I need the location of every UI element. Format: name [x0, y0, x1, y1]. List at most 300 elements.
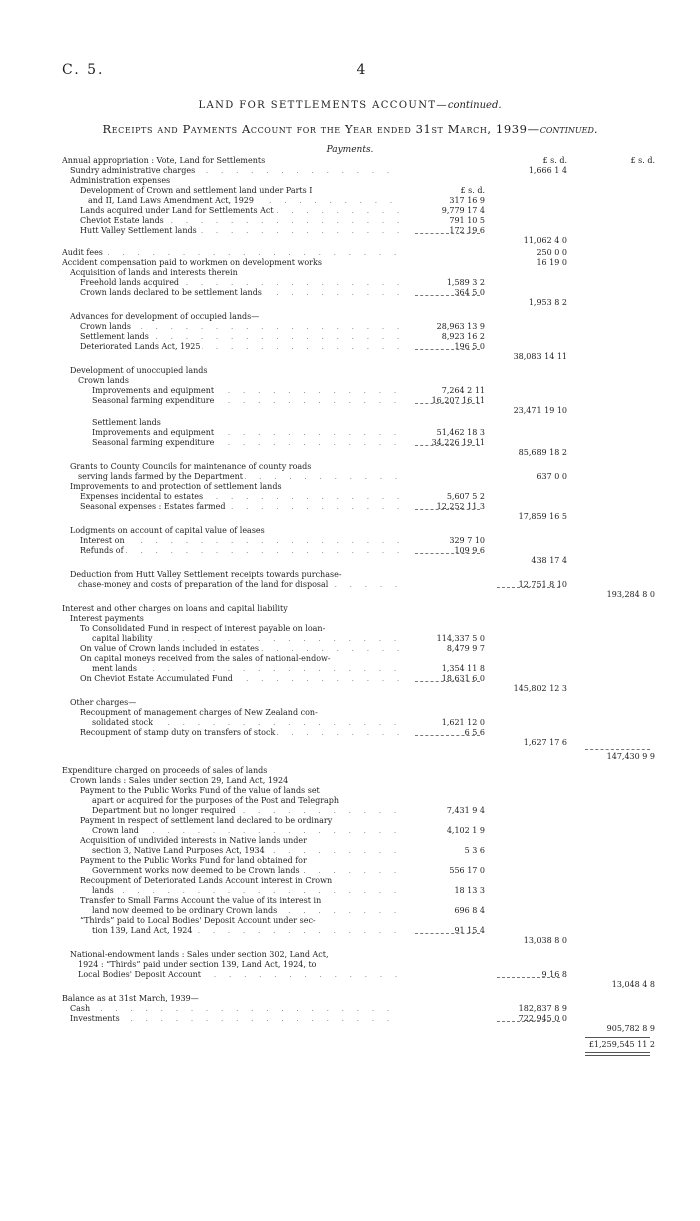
row-label-text: Expenses incidental to estates [80, 492, 204, 501]
table-row [0, 418, 700, 427]
amount-c2: 1,953 8 2 [528, 298, 567, 307]
subtotal-rule [497, 587, 560, 588]
amount-c3: 193,284 8 0 [606, 590, 655, 599]
table-row [0, 196, 700, 205]
table-row [0, 886, 700, 895]
table-row [0, 836, 700, 845]
row-label [80, 654, 400, 663]
page-number: 4 [356, 62, 366, 78]
table-row [0, 186, 700, 195]
amount-c1: 1,589 3 2 [446, 278, 485, 287]
row-label [80, 342, 400, 351]
amount-c3: £ s. d. [630, 156, 655, 165]
row-label [92, 386, 400, 395]
amount-c2: 17,859 16 5 [518, 512, 567, 521]
row-label [80, 644, 400, 653]
row-label [70, 776, 400, 785]
row-label [92, 796, 400, 805]
row-label [92, 846, 400, 855]
subtotal-rule [497, 1021, 560, 1022]
table-row [0, 406, 700, 415]
table-row [0, 366, 700, 375]
row-label-text: Development of Crown and settlement land under Parts I [80, 186, 313, 195]
row-label [70, 698, 400, 707]
table-row [0, 876, 700, 885]
row-label [92, 664, 400, 673]
row-label-text: Deduction from Hutt Valley Settlement receipts towards purchase- [70, 570, 342, 579]
table-row [0, 580, 700, 589]
row-label [70, 268, 400, 277]
row-label [70, 166, 400, 175]
row-label [92, 634, 400, 643]
row-label-text: “Thirds” paid to Local Bodies' Deposit Account under sec- [80, 916, 316, 925]
amount-c2: 637 0 0 [536, 472, 567, 481]
amount-c1: 5 3 6 [464, 846, 485, 855]
row-label-text: Settlement lands [92, 418, 161, 427]
amount-c2: £ s. d. [542, 156, 567, 165]
row-label [62, 258, 400, 267]
table-row [0, 796, 700, 805]
subtotal-rule [415, 509, 480, 510]
row-label-text: Seasonal farming expenditure [92, 438, 215, 447]
row-label [92, 906, 400, 915]
subtotal-rule [497, 977, 560, 978]
row-label [80, 876, 400, 885]
amount-c1: 317 16 9 [449, 196, 485, 205]
row-label-text: Other charges— [70, 698, 137, 707]
amount-c2: 16 19 0 [536, 258, 567, 267]
row-label-text: Accident compensation paid to workmen on development works [62, 258, 322, 267]
row-label [80, 856, 400, 865]
row-label-text: On value of Crown lands included in estates [80, 644, 259, 653]
amount-c1: 12,252 11 3 [436, 502, 485, 511]
row-label-text: Annual appropriation : Vote, Land for Settlements [62, 156, 266, 165]
table-row [0, 352, 700, 361]
table-row [0, 916, 700, 925]
subtotal-rule [415, 403, 480, 404]
row-label [70, 462, 400, 471]
row-label-text: On Cheviot Estate Accumulated Fund [80, 674, 233, 683]
document-code: C. 5. [62, 62, 105, 78]
table-row [0, 278, 700, 287]
amount-c2: 722,945 0 0 [518, 1014, 567, 1023]
amount-c1: 16,207 16 11 [431, 396, 485, 405]
row-label-text: Interest on [80, 536, 125, 545]
row-label [78, 580, 400, 589]
table-row [0, 684, 700, 693]
table-row [0, 438, 700, 447]
row-label [78, 472, 400, 481]
row-label-text: Deteriorated Lands Act, 1925 [80, 342, 201, 351]
table-row [0, 590, 700, 599]
row-label-text: serving lands farmed by the Department [78, 472, 243, 481]
row-label-text: Freehold lands acquired [80, 278, 180, 287]
row-label [92, 826, 400, 835]
row-label-text: Seasonal farming expenditure [92, 396, 215, 405]
amount-c3: 147,430 9 9 [606, 752, 655, 761]
amount-c1: 7,431 9 4 [446, 806, 485, 815]
row-label-text: section 3, Native Land Purposes Act, 1934 [92, 846, 265, 855]
row-label-text: Investments [70, 1014, 120, 1023]
table-row [0, 482, 700, 491]
table-row [0, 708, 700, 717]
subtotal-rule [415, 553, 480, 554]
table-row [0, 312, 700, 321]
amount-c2: 85,689 18 2 [518, 448, 567, 457]
row-label-text: Seasonal expenses : Estates farmed [80, 502, 226, 511]
amount-c1: 556 17 0 [449, 866, 485, 875]
table-row [0, 664, 700, 673]
row-label [62, 604, 400, 613]
row-label [70, 1004, 400, 1013]
amount-c1: 172 19 6 [449, 226, 485, 235]
row-label [70, 614, 400, 623]
table-row [0, 866, 700, 875]
amount-c1: 18,631 6 0 [441, 674, 485, 683]
table-row [0, 298, 700, 307]
table-row [0, 806, 700, 815]
table-row [0, 718, 700, 727]
table-row [0, 728, 700, 737]
amount-c2: 38,083 14 11 [513, 352, 567, 361]
amount-c2: 1,666 1 4 [528, 166, 567, 175]
row-label [70, 482, 400, 491]
table-row [0, 428, 700, 437]
table-row [0, 766, 700, 775]
amount-c2: 250 0 0 [536, 248, 567, 257]
subtotal-rule [415, 349, 480, 350]
row-label [62, 766, 400, 775]
amount-c2: 13,038 8 0 [523, 936, 567, 945]
amount-c1: 5,607 5 2 [446, 492, 485, 501]
row-label-text: Grants to County Councils for maintenance of county roads [70, 462, 312, 471]
row-label-text: Local Bodies' Deposit Account [78, 970, 202, 979]
row-label [80, 786, 400, 795]
amount-c2: 145,802 12 3 [513, 684, 567, 693]
row-label-text: and II, Land Laws Amendment Act, 1929 [88, 196, 254, 205]
row-label-text: Payment in respect of settlement land declared to be ordinary [80, 816, 333, 825]
row-label-text: Interest and other charges on loans and capital liability [62, 604, 288, 613]
table-row [0, 1014, 700, 1023]
table-row [0, 960, 700, 969]
row-label [92, 718, 400, 727]
row-label-text: Department but no longer required [92, 806, 236, 815]
row-label-text: Lands acquired under Land for Settlements Act [80, 206, 274, 215]
table-row [0, 654, 700, 663]
row-label-text: Payment to the Public Works Fund for land obtained for [80, 856, 307, 865]
table-row [0, 226, 700, 235]
table-row [0, 248, 700, 257]
row-label [92, 438, 400, 447]
row-label-text: ment lands [92, 664, 137, 673]
row-label [70, 366, 400, 375]
row-label [80, 492, 400, 501]
row-label [70, 570, 400, 579]
row-label-text: Expenditure charged on proceeds of sales of lands [62, 766, 268, 775]
row-label [80, 916, 400, 925]
row-label-text: apart or acquired for the purposes of the Post and Telegraph [92, 796, 340, 805]
row-label [80, 226, 400, 235]
row-label-text: solidated stock [92, 718, 154, 727]
row-label-text: To Consolidated Fund in respect of interest payable on loan- [80, 624, 326, 633]
table-row [0, 846, 700, 855]
amount-c1: 364 5 0 [454, 288, 485, 297]
table-row [0, 624, 700, 633]
row-label [92, 806, 400, 815]
table-row [0, 614, 700, 623]
amount-c1: 791 10 5 [449, 216, 485, 225]
amount-c1: 329 7 10 [449, 536, 485, 545]
table-row [0, 926, 700, 935]
row-label-text: Improvements and equipment [92, 428, 215, 437]
table-row [0, 1004, 700, 1013]
table-row [0, 556, 700, 565]
row-label-text: Hutt Valley Settlement lands [80, 226, 197, 235]
row-label-text: Transfer to Small Farms Account the value of its interest in [80, 896, 322, 905]
row-label-text: Sundry administrative charges [70, 166, 196, 175]
table-row [0, 634, 700, 643]
table-row [0, 816, 700, 825]
row-label-text: Crown lands declared to be settlement lands [80, 288, 262, 297]
amount-c1: 7,264 2 11 [441, 386, 485, 395]
table-row [0, 156, 700, 165]
amount-c1: 8,923 16 2 [441, 332, 485, 341]
row-label [80, 728, 400, 737]
row-label-text: Crown lands [80, 322, 132, 331]
row-label [62, 156, 400, 165]
amount-c1: 1,354 11 8 [441, 664, 485, 673]
row-label-text: land now deemed to be ordinary Crown lands [92, 906, 278, 915]
table-row [0, 216, 700, 225]
amount-c1: 109 9 6 [454, 546, 485, 555]
table-row [0, 698, 700, 707]
payments-heading: Payments. [326, 145, 374, 155]
row-label [80, 708, 400, 717]
table-row [0, 570, 700, 579]
table-row [0, 376, 700, 385]
amount-c1: 6 5 6 [464, 728, 485, 737]
row-label-text: Interest payments [70, 614, 144, 623]
row-label [80, 896, 400, 905]
account-title-cont: continued. [447, 100, 502, 111]
row-label-text: Crown lands [78, 376, 130, 385]
table-row [0, 536, 700, 545]
row-label-text: Balance as at 31st March, 1939— [62, 994, 199, 1003]
table-row [0, 994, 700, 1003]
table-row [0, 258, 700, 267]
subtotal-rule [415, 233, 480, 234]
row-label [62, 248, 400, 257]
amount-c1: 196 5 0 [454, 342, 485, 351]
table-row [0, 268, 700, 277]
row-label-text: tion 139, Land Act, 1924 [92, 926, 193, 935]
row-label [88, 196, 400, 205]
row-label-text: Audit fees [62, 248, 103, 257]
table-row [0, 776, 700, 785]
table-row [0, 166, 700, 175]
row-label-text: Advances for development of occupied lands— [70, 312, 260, 321]
row-label-text: Recoupment of management charges of New Zealand con- [80, 708, 318, 717]
table-row [0, 236, 700, 245]
row-label [92, 428, 400, 437]
table-row [0, 752, 700, 761]
row-label-text: Improvements and equipment [92, 386, 215, 395]
row-label [80, 536, 400, 545]
row-label [80, 546, 400, 555]
row-label [92, 396, 400, 405]
row-label [80, 332, 400, 341]
amount-c1: 114,337 5 0 [436, 634, 485, 643]
subtotal-rule [585, 1052, 650, 1053]
row-label-text: Improvements to and protection of settlement lands [70, 482, 282, 491]
row-label [80, 322, 400, 331]
subtotal-rule [585, 1037, 650, 1038]
table-row [0, 546, 700, 555]
amount-c3: 905,782 8 9 [606, 1024, 655, 1033]
table-row [0, 980, 700, 989]
account-title: LAND FOR SETTLEMENTS ACCOUNT—continued. [198, 100, 502, 111]
table-row [0, 502, 700, 511]
amount-c1: 34,226 19 11 [431, 438, 485, 447]
table-row [0, 206, 700, 215]
row-label [80, 502, 400, 511]
table-row [0, 288, 700, 297]
table-row [0, 526, 700, 535]
amount-c1: 4,102 1 9 [446, 826, 485, 835]
statement-subtitle: Receipts and Payments Account for the Year ended 31st March, 1939—continued. [102, 122, 598, 136]
row-label [78, 960, 400, 969]
row-label-text: Development of unoccupied lands [70, 366, 208, 375]
row-label-text: Crown lands : Sales under section 29, Land Act, 1924 [70, 776, 289, 785]
table-row [0, 644, 700, 653]
subtotal-rule [585, 1055, 650, 1056]
table-row [0, 512, 700, 521]
table-row [0, 448, 700, 457]
row-label [80, 288, 400, 297]
table-row [0, 1024, 700, 1033]
table-row [0, 342, 700, 351]
row-label-text: Refunds of [80, 546, 124, 555]
amount-c1: 18 13 3 [454, 886, 485, 895]
table-row [0, 950, 700, 959]
subtotal-rule [585, 749, 650, 750]
row-label-text: Cheviot Estate lands [80, 216, 164, 225]
amount-c1: 9,779 17 4 [441, 206, 485, 215]
table-row [0, 462, 700, 471]
table-row [0, 786, 700, 795]
row-label-text: Crown land [92, 826, 139, 835]
row-label [80, 186, 400, 195]
row-label [70, 176, 400, 185]
amount-c1: 696 8 4 [454, 906, 485, 915]
row-label [92, 886, 400, 895]
subtotal-rule [415, 295, 480, 296]
amount-c1: 8,479 9 7 [446, 644, 485, 653]
amount-c3: £1,259,545 11 2 [588, 1040, 655, 1049]
subtotal-rule [415, 933, 480, 934]
amount-c2: 23,471 19 10 [513, 406, 567, 415]
row-label [92, 866, 400, 875]
row-label [70, 312, 400, 321]
row-label-text: National-endowment lands : Sales under section 302, Land Act, [70, 950, 329, 959]
amount-c3: 13,048 4 8 [611, 980, 655, 989]
statement-subtitle-cont: continued. [539, 122, 598, 136]
row-label [78, 970, 400, 979]
row-label-text: Recoupment of Deteriorated Lands Account interest in Crown [80, 876, 333, 885]
row-label [62, 994, 400, 1003]
row-label [80, 674, 400, 683]
row-label-text: On capital moneys received from the sales of national-endow- [80, 654, 331, 663]
row-label-text: Payment to the Public Works Fund of the value of lands set [80, 786, 320, 795]
subtotal-rule [415, 735, 480, 736]
row-label-text: Lodgments on account of capital value of leases [70, 526, 265, 535]
row-label [80, 624, 400, 633]
row-label [70, 526, 400, 535]
amount-c2: 438 17 4 [531, 556, 567, 565]
row-label [80, 206, 400, 215]
row-label-text: Government works now deemed to be Crown lands [92, 866, 300, 875]
row-label [78, 376, 400, 385]
row-label-text: Settlement lands [80, 332, 149, 341]
table-row [0, 472, 700, 481]
table-row [0, 896, 700, 905]
subtotal-rule [415, 681, 480, 682]
amount-c1: 28,963 13 9 [436, 322, 485, 331]
row-label [80, 816, 400, 825]
row-label [70, 1014, 400, 1023]
amount-c1: £ s. d. [460, 186, 485, 195]
amount-c1: 1,621 12 0 [441, 718, 485, 727]
table-row [0, 386, 700, 395]
table-row [0, 738, 700, 747]
row-label [92, 418, 400, 427]
amount-c2: 12,751 8 10 [518, 580, 567, 589]
row-label [80, 278, 400, 287]
table-row [0, 322, 700, 331]
table-row [0, 936, 700, 945]
row-label-text: Acquisition of undivided interests in Native lands under [80, 836, 307, 845]
amount-c2: 11,062 4 0 [523, 236, 567, 245]
table-row [0, 856, 700, 865]
page-header [62, 62, 660, 82]
table-row [0, 492, 700, 501]
statement-subtitle-main: Receipts and Payments Account for the Year ended 31st March, 1939 [102, 122, 528, 136]
row-label-text: Recoupment of stamp duty on transfers of stock [80, 728, 276, 737]
table-row [0, 1040, 700, 1049]
row-label-text: lands [92, 886, 114, 895]
amount-c2: 182,837 8 9 [518, 1004, 567, 1013]
table-row [0, 176, 700, 185]
row-label [80, 836, 400, 845]
row-label-text: 1924 : “Thirds” paid under section 139, Land Act, 1924, to [78, 960, 317, 969]
table-row [0, 970, 700, 979]
row-label-text: chase-money and costs of preparation of the land for disposal [78, 580, 329, 589]
amount-c1: 91 15 4 [454, 926, 485, 935]
row-label [70, 950, 400, 959]
row-label [92, 926, 400, 935]
row-label-text: capital liability [92, 634, 153, 643]
amount-c2: 9 16 8 [541, 970, 567, 979]
row-label-text: Acquisition of lands and interests therein [70, 268, 238, 277]
row-label-text: Cash [70, 1004, 91, 1013]
table-row [0, 332, 700, 341]
subtotal-rule [415, 445, 480, 446]
amount-c1: 51,462 18 3 [436, 428, 485, 437]
row-label-text: Administration expenses [70, 176, 171, 185]
table-row [0, 674, 700, 683]
table-row [0, 826, 700, 835]
table-row [0, 396, 700, 405]
